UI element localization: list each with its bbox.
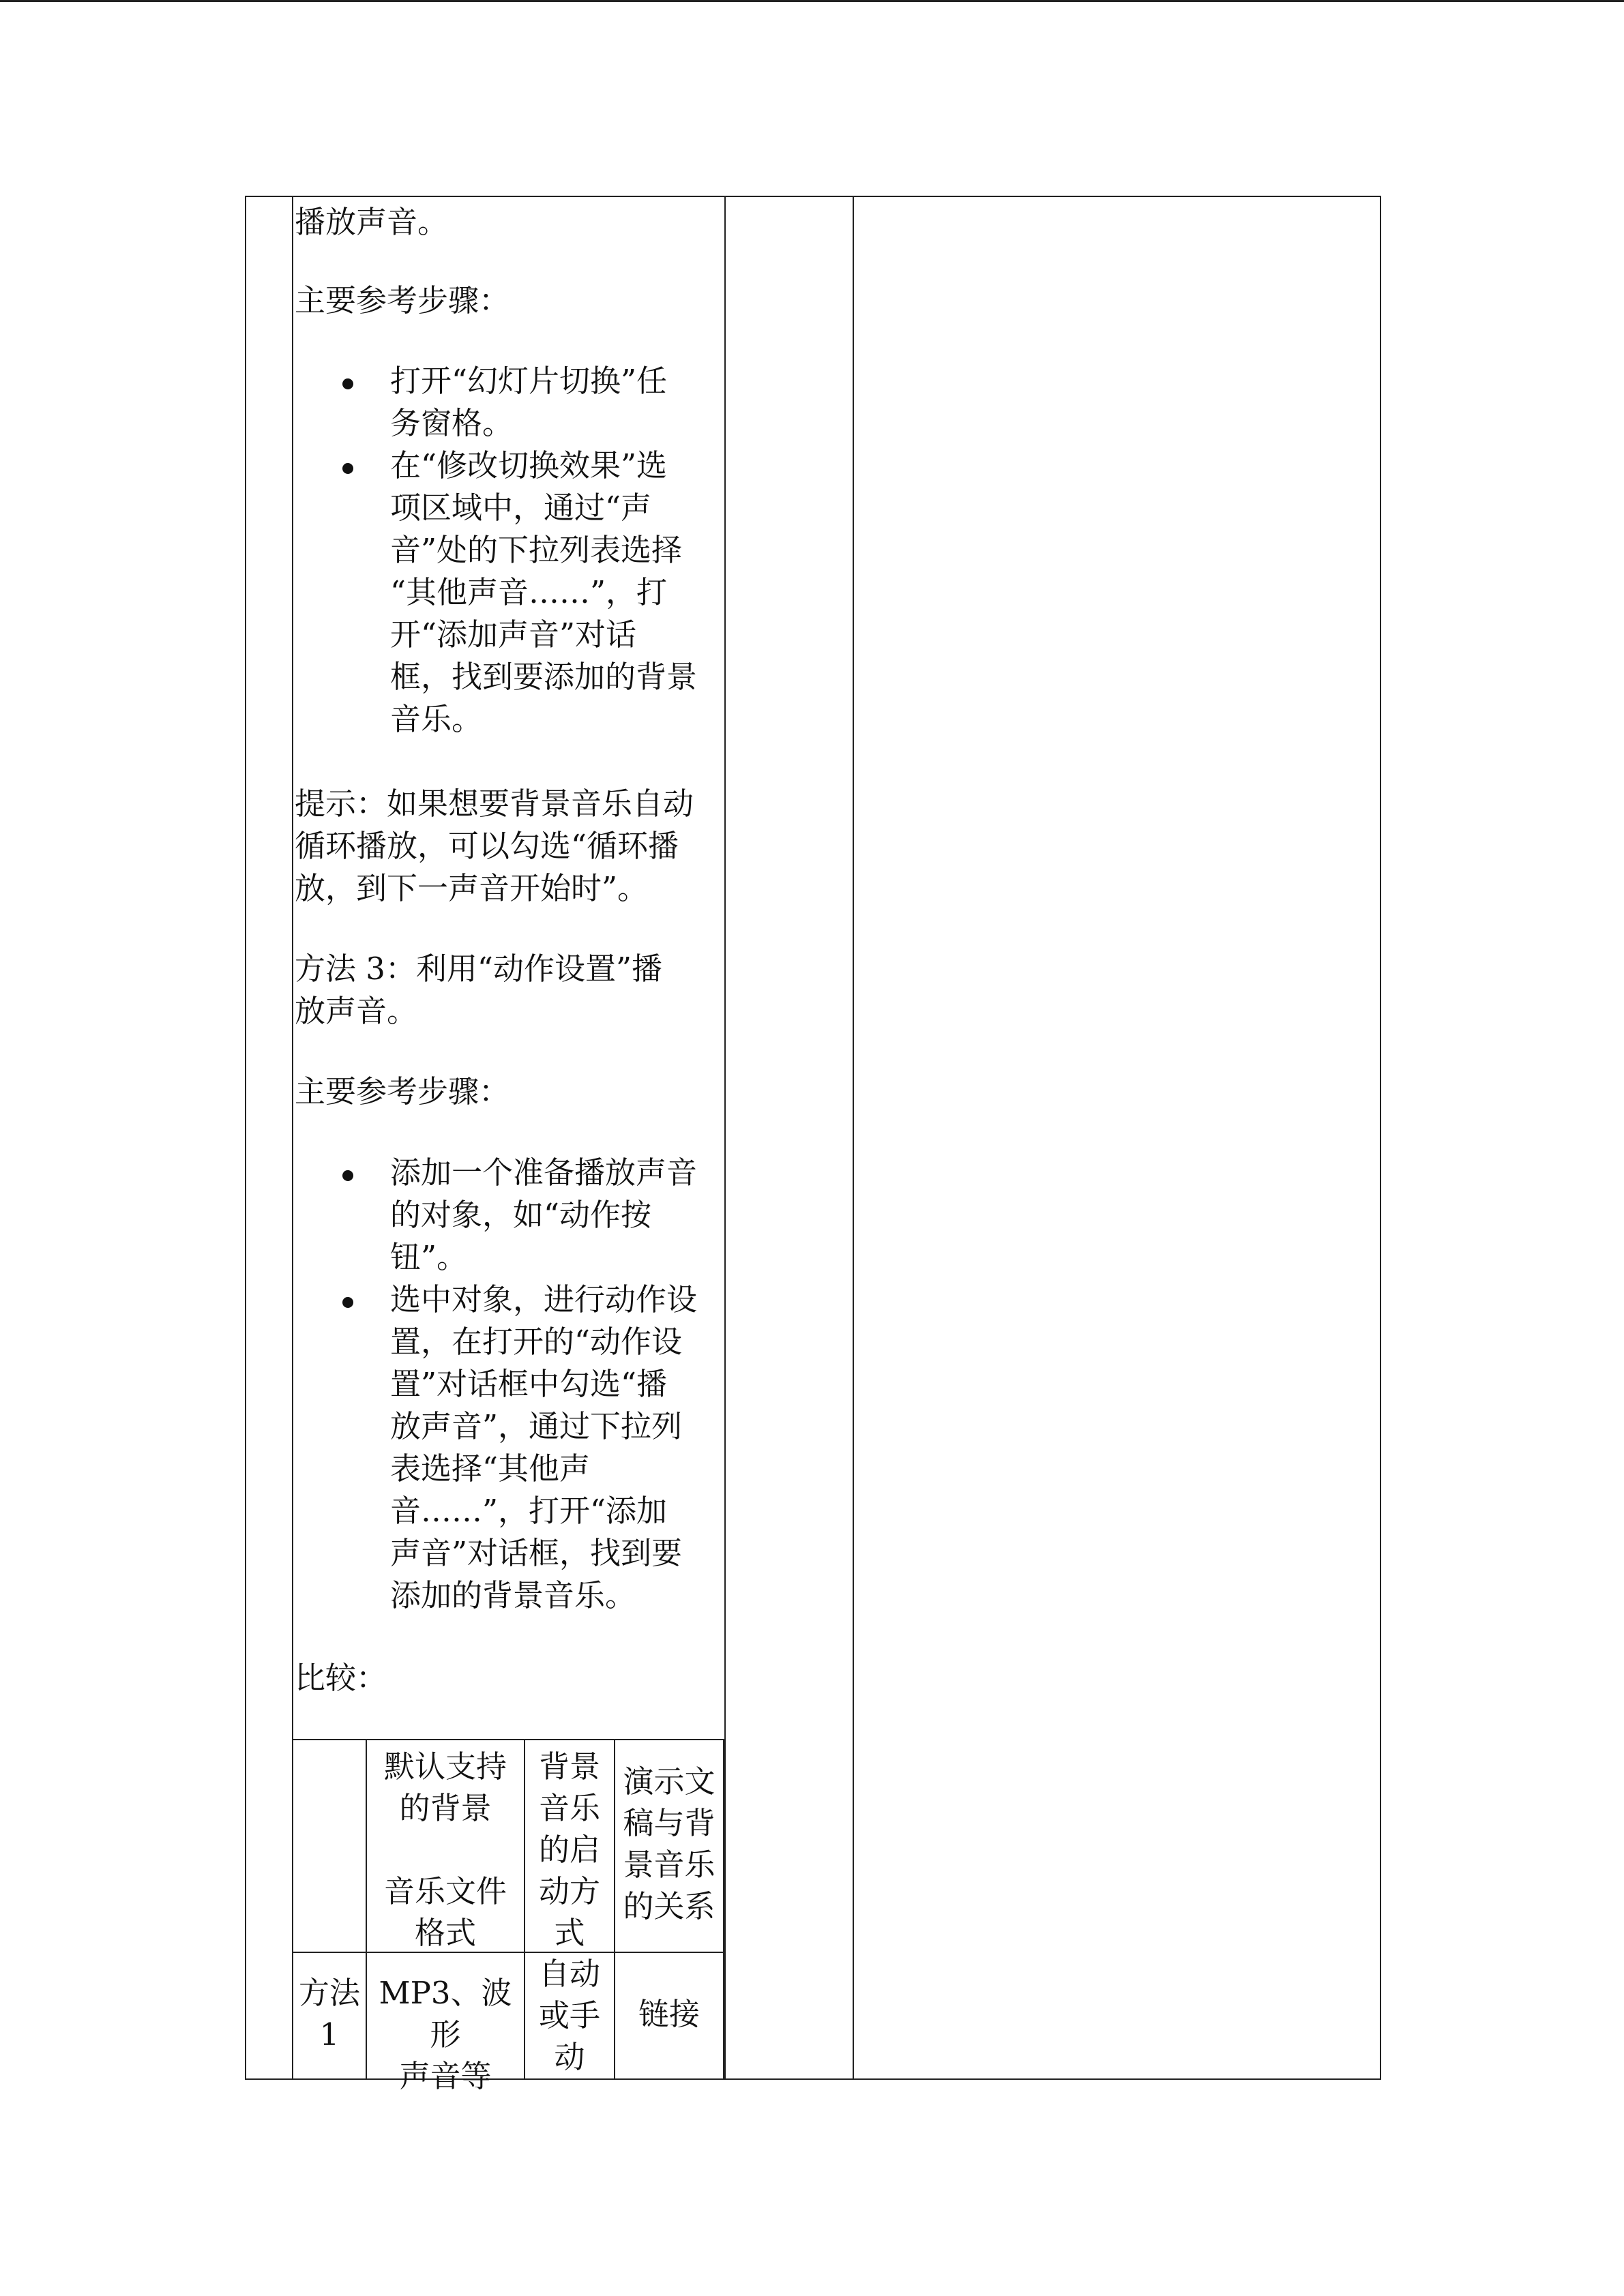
bullet-line: “其他声音……”，打 — [390, 574, 668, 610]
header-line: 的关系 — [623, 1888, 715, 1924]
header-line: 动方 — [538, 1873, 600, 1909]
bullet-line: 添加的背景音乐。 — [390, 1577, 636, 1613]
column-divider-2 — [724, 196, 726, 2080]
bullet-line: 的对象，如“动作按 — [390, 1197, 652, 1233]
cell-relation — [615, 1993, 723, 2035]
bullet-line: 务窗格。 — [390, 405, 514, 441]
header-line: 默认支持 — [383, 1748, 507, 1785]
cell-line: 声音等 — [399, 2058, 492, 2094]
bullet-line: 钮”。 — [390, 1239, 468, 1275]
steps-heading-method2: 主要参考步骤： — [295, 282, 510, 318]
header-cell-relation — [615, 1761, 723, 1927]
bullet-item — [390, 1279, 718, 1617]
cell-line: MP3、波形 — [379, 1975, 512, 2053]
page-top-rule — [0, 0, 1624, 2]
column-divider-3 — [853, 196, 854, 2080]
cell-format — [367, 1972, 524, 2097]
bullet-line: 在“修改切换效果”选 — [390, 447, 668, 483]
compare-label: 比较： — [295, 1660, 387, 1696]
bullet-line: 音……”，打开“添加 — [390, 1493, 668, 1529]
bullet-line: 框，找到要添加的背景 — [390, 659, 698, 695]
method3-heading — [295, 948, 721, 1032]
tip-line: 循环播放，可以勾选“循环播 — [295, 828, 679, 864]
header-line: 的启 — [538, 1832, 600, 1868]
header-cell-start-mode — [525, 1746, 614, 1954]
tip-paragraph — [295, 783, 721, 910]
bullet-line: 打开“幻灯片切换”任 — [390, 363, 668, 399]
cell-line: 自动 — [538, 1956, 600, 1992]
bullet-line: 选中对象，进行动作设 — [390, 1281, 698, 1317]
cell-line: 链接 — [638, 1996, 700, 2032]
bullet-item — [390, 1152, 718, 1279]
bullet-line: 声音”对话框，找到要 — [390, 1535, 683, 1571]
bullet-dot — [342, 378, 353, 389]
header-line: 音乐 — [538, 1790, 600, 1826]
bullet-line: 放声音”，通过下拉列 — [390, 1408, 683, 1444]
cell-line: 方法 — [298, 1975, 360, 2011]
bullet-line: 开“添加声音”对话 — [390, 616, 637, 653]
row-label-method1 — [293, 1972, 366, 2055]
bullet-line: 音乐。 — [390, 701, 483, 737]
tip-line: 提示：如果想要背景音乐自动 — [295, 786, 694, 822]
header-line: 的背景 — [399, 1790, 492, 1826]
bullet-dot — [342, 1170, 353, 1181]
bullet-dot — [342, 1297, 353, 1308]
cell-start-mode — [525, 1953, 614, 2078]
comparison-table — [292, 1739, 724, 2094]
header-line: 背景 — [538, 1748, 600, 1785]
bullet-line: 置”对话框中勾选“播 — [390, 1366, 668, 1402]
intro-line: 播放声音。 — [295, 204, 449, 240]
method3-line: 放声音。 — [295, 993, 418, 1029]
bullet-line: 音”处的下拉列表选择 — [390, 532, 683, 568]
bullet-line: 添加一个准备播放声音 — [390, 1154, 698, 1191]
bullet-line: 置，在打开的“动作设 — [390, 1324, 683, 1360]
tip-line: 放，到下一声音开始时”。 — [295, 870, 649, 906]
bullet-dot — [342, 463, 353, 474]
cell-line: 或手 — [538, 1997, 600, 2033]
header-line: 稿与背 — [623, 1805, 715, 1841]
steps-heading-method3: 主要参考步骤： — [295, 1073, 510, 1109]
header-line: 格式 — [414, 1915, 476, 1951]
bullet-item — [390, 360, 718, 445]
cell-line: 1 — [319, 2016, 340, 2053]
bullet-item — [390, 445, 718, 741]
header-line: 演示文 — [623, 1763, 715, 1800]
header-cell-format — [367, 1746, 524, 1954]
header-line: 音乐文件 — [383, 1873, 507, 1909]
bullet-line: 表选择“其他声 — [390, 1450, 591, 1487]
header-line: 式 — [554, 1915, 585, 1951]
header-line — [367, 1829, 524, 1870]
header-line: 景音乐 — [623, 1847, 715, 1883]
cell-line: 动 — [554, 2039, 585, 2075]
method3-line: 方法 3：利用“动作设置”播 — [295, 951, 662, 987]
bullet-line: 项区域中，通过“声 — [390, 490, 652, 526]
